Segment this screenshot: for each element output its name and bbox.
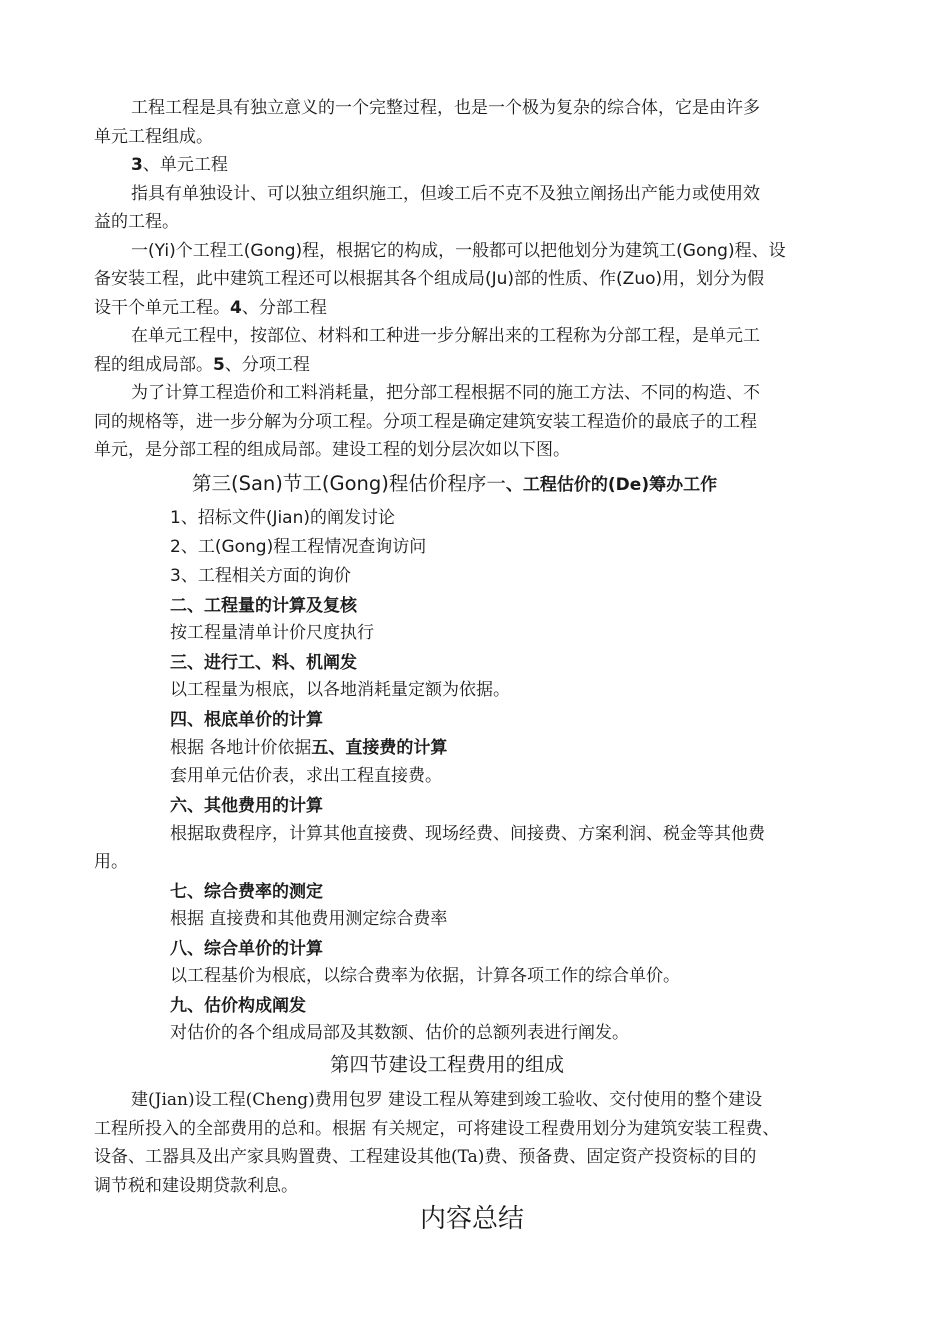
step-heading: 八、综合单价的计算 (170, 939, 323, 959)
paragraph-line (94, 351, 310, 380)
heading-text: 、分部工程 (241, 298, 327, 318)
paragraph-line: 工程工程是具有独立意义的一个完整过程，也是一个极为复杂的综合体，它是由许多 (131, 98, 760, 118)
section-heading-3 (192, 469, 717, 500)
text-run: 根据 各地计价依据 (170, 738, 312, 758)
step-text: 以工程基价为根底，以综合费率为依据，计算各项工作的综合单价。 (170, 966, 680, 986)
step-heading: 七、综合费率的测定 (170, 882, 323, 902)
step-text: 根据取费程序，计算其他直接费、现场经费、间接费、方案利润、税金等其他费 (170, 824, 765, 844)
step-text: 以工程量为根底，以各地消耗量定额为依据。 (170, 680, 510, 700)
paragraph-line: 设备、工器具及出产家具购置费、工程建设其他(Ta)费、预备费、固定资产投资标的目的 (94, 1147, 757, 1167)
section-subtitle: 、工程估价的(De)筹办工作 (505, 475, 718, 495)
paragraph-line: 在单元工程中，按部位、材料和工种进一步分解出来的工程称为分部工程，是单元工 (131, 326, 760, 346)
section-heading-4: 第四节建设工程费用的组成 (330, 1053, 565, 1076)
paragraph-line (94, 294, 327, 323)
text-run: 程的组成局部。 (94, 355, 213, 375)
heading-text: 、分项工程 (224, 355, 310, 375)
paragraph-line: 一(Yi)个工程工(Gong)程，根据它的构成，一般都可以把他划分为建筑工(Gong)程、设 (131, 241, 786, 261)
paragraph-line: 工程所投入的全部费用的总和。根据 有关规定，可将建设工程费用划分为建筑安装工程费、 (94, 1119, 780, 1139)
paragraph-line: 同的规格等，进一步分解为分项工程。分项工程是确定建筑安装工程造价的最底子的工程 (94, 412, 757, 432)
paragraph-line: 为了计算工程造价和工料消耗量，把分部工程根据不同的施工方法、不同的构造、不 (131, 383, 760, 403)
step-text: 对估价的各个组成局部及其数额、估价的总额列表进行阐发。 (170, 1023, 629, 1043)
summary-heading: 内容总结 (420, 1204, 525, 1234)
step-text: 用。 (94, 852, 128, 872)
step-heading: 四、根底单价的计算 (170, 710, 323, 730)
step-heading-inline: 五、直接费的计算 (311, 738, 448, 758)
list-item: 1、招标文件(Jian)的阐发讨论 (170, 508, 396, 528)
heading-number: 4 (230, 298, 242, 318)
paragraph-line: 指具有单独设计、可以独立组织施工，但竣工后不克不及独立阐扬出产能力或使用效 (131, 184, 760, 204)
heading-number: 3 (131, 155, 143, 175)
paragraph-line: 单元，是分部工程的组成局部。建设工程的划分层次如以下图。 (94, 440, 570, 460)
list-item: 3、工程相关方面的询价 (170, 566, 351, 586)
paragraph-line: 调节税和建设期贷款利息。 (94, 1176, 298, 1196)
step-heading: 二、工程量的计算及复核 (170, 596, 357, 616)
step-text (170, 734, 447, 763)
step-heading: 三、进行工、料、机阐发 (170, 653, 357, 673)
heading-number: 5 (213, 355, 225, 375)
paragraph-line: 益的工程。 (94, 212, 179, 232)
step-text: 套用单元估价表，求出工程直接费。 (170, 766, 442, 786)
step-heading: 六、其他费用的计算 (170, 796, 323, 816)
step-text: 根据 直接费和其他费用测定综合费率 (170, 909, 448, 929)
heading-text: 、单元工程 (142, 155, 228, 175)
section-title: 第三(San)节工(Gong)程估价程序一 (192, 472, 506, 495)
list-item: 2、工(Gong)程工程情况查询访问 (170, 537, 427, 557)
step-heading: 九、估价构成阐发 (170, 996, 306, 1016)
subheading-unit-project (131, 151, 228, 180)
text-run: 设干个单元工程。 (94, 298, 230, 318)
paragraph-line: 建(Jian)设工程(Cheng)费用包罗 建设工程从筹建到竣工验收、交付使用的整个建设 (131, 1090, 763, 1110)
paragraph-line: 备安装工程，此中建筑工程还可以根据其各个组成局(Ju)部的性质、作(Zuo)用，划分为假 (94, 269, 765, 289)
step-text: 按工程量清单计价尺度执行 (170, 623, 374, 643)
paragraph-line: 单元工程组成。 (94, 127, 213, 147)
